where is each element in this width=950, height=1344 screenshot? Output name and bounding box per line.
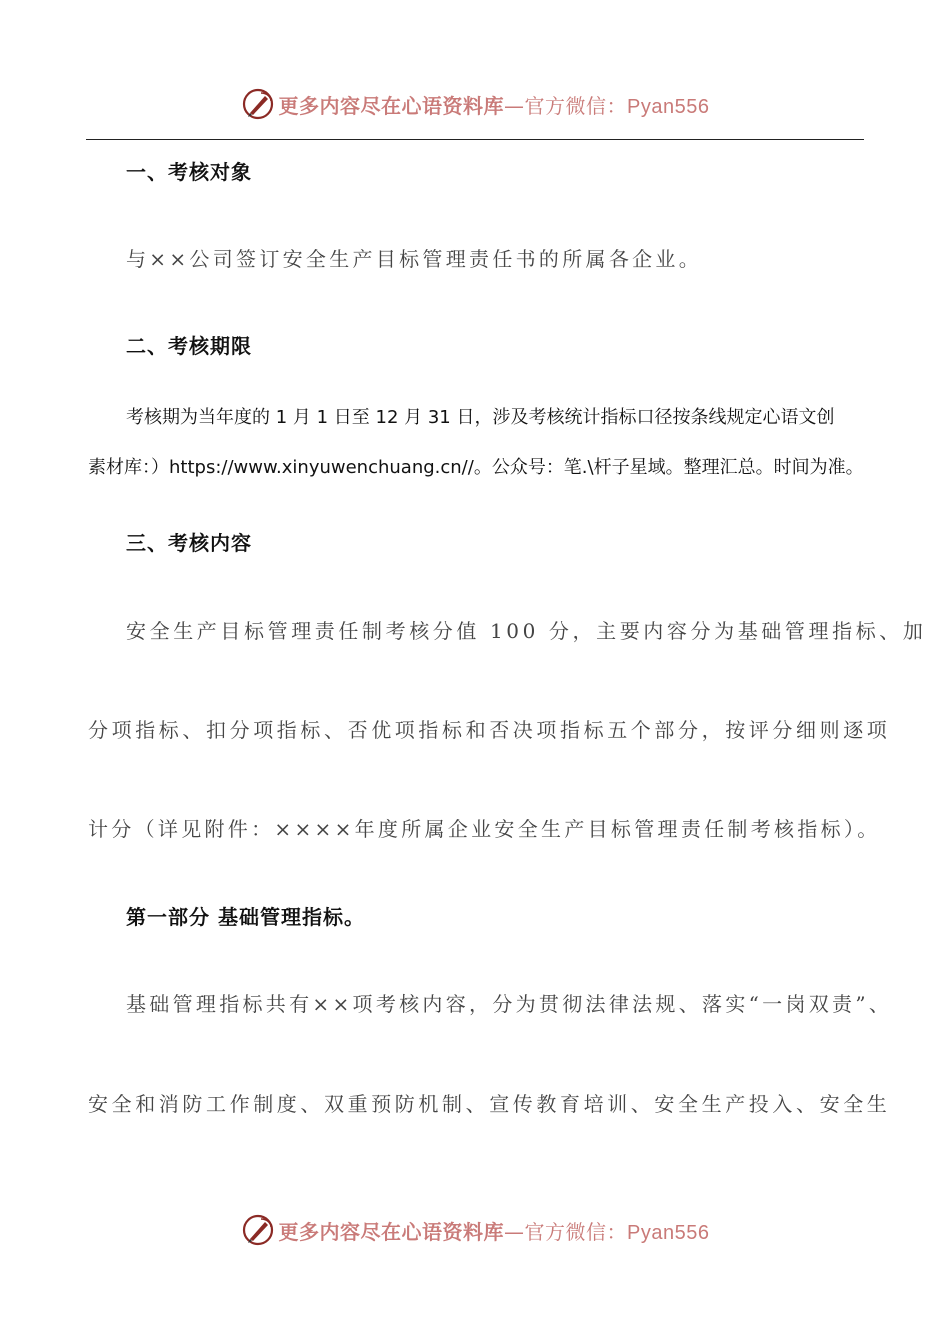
footer-banner-id: Pyan556 (627, 1221, 710, 1244)
header-banner-id: Pyan556 (627, 95, 710, 118)
quill-logo-icon (241, 1213, 275, 1247)
section-1-heading: 一、考核对象 (126, 160, 252, 184)
part-1-body-line-1: 基础管理指标共有××项考核内容，分为贯彻法律法规、落实“一岗双责”、 (126, 992, 893, 1016)
header-divider (86, 139, 864, 140)
footer-banner-sep: —官方微信： (504, 1219, 628, 1244)
section-3-body-line-2: 分项指标、扣分项指标、否优项指标和否决项指标五个部分，按评分细则逐项 (88, 718, 891, 742)
section-3-heading: 三、考核内容 (126, 531, 252, 555)
header-banner-text (279, 90, 710, 119)
section-3-body-line-3: 计分（详见附件：××××年度所属企业安全生产目标管理责任制考核指标）。 (88, 817, 881, 841)
section-2-heading: 二、考核期限 (126, 334, 252, 358)
section-3-body-line-1: 安全生产目标管理责任制考核分值 100 分，主要内容分为基础管理指标、加 (126, 619, 927, 643)
section-2-body-line-1: 考核期为当年度的 1 月 1 日至 12 月 31 日，涉及考核统计指标口径按条线规定心语文创 (126, 407, 835, 428)
footer-banner (0, 1210, 950, 1250)
part-1-body-line-2: 安全和消防工作制度、双重预防机制、宣传教育培训、安全生产投入、安全生 (88, 1092, 891, 1116)
quill-logo-icon (241, 87, 275, 121)
header-banner-main: 更多内容尽在心语资料库 (278, 93, 505, 118)
part-1-heading: 第一部分 基础管理指标。 (126, 905, 365, 929)
footer-banner-text (279, 1216, 710, 1245)
footer-banner-main: 更多内容尽在心语资料库 (278, 1219, 505, 1244)
section-2-body-line-2: 素材库：）https://www.xinyuwenchuang.cn//。公众号：笔.\杆子星域。整理汇总。时间为准。 (88, 457, 864, 478)
header-banner-sep: —官方微信： (504, 93, 628, 118)
section-1-body: 与××公司签订安全生产目标管理责任书的所属各企业。 (126, 247, 703, 271)
header-banner (0, 84, 950, 124)
